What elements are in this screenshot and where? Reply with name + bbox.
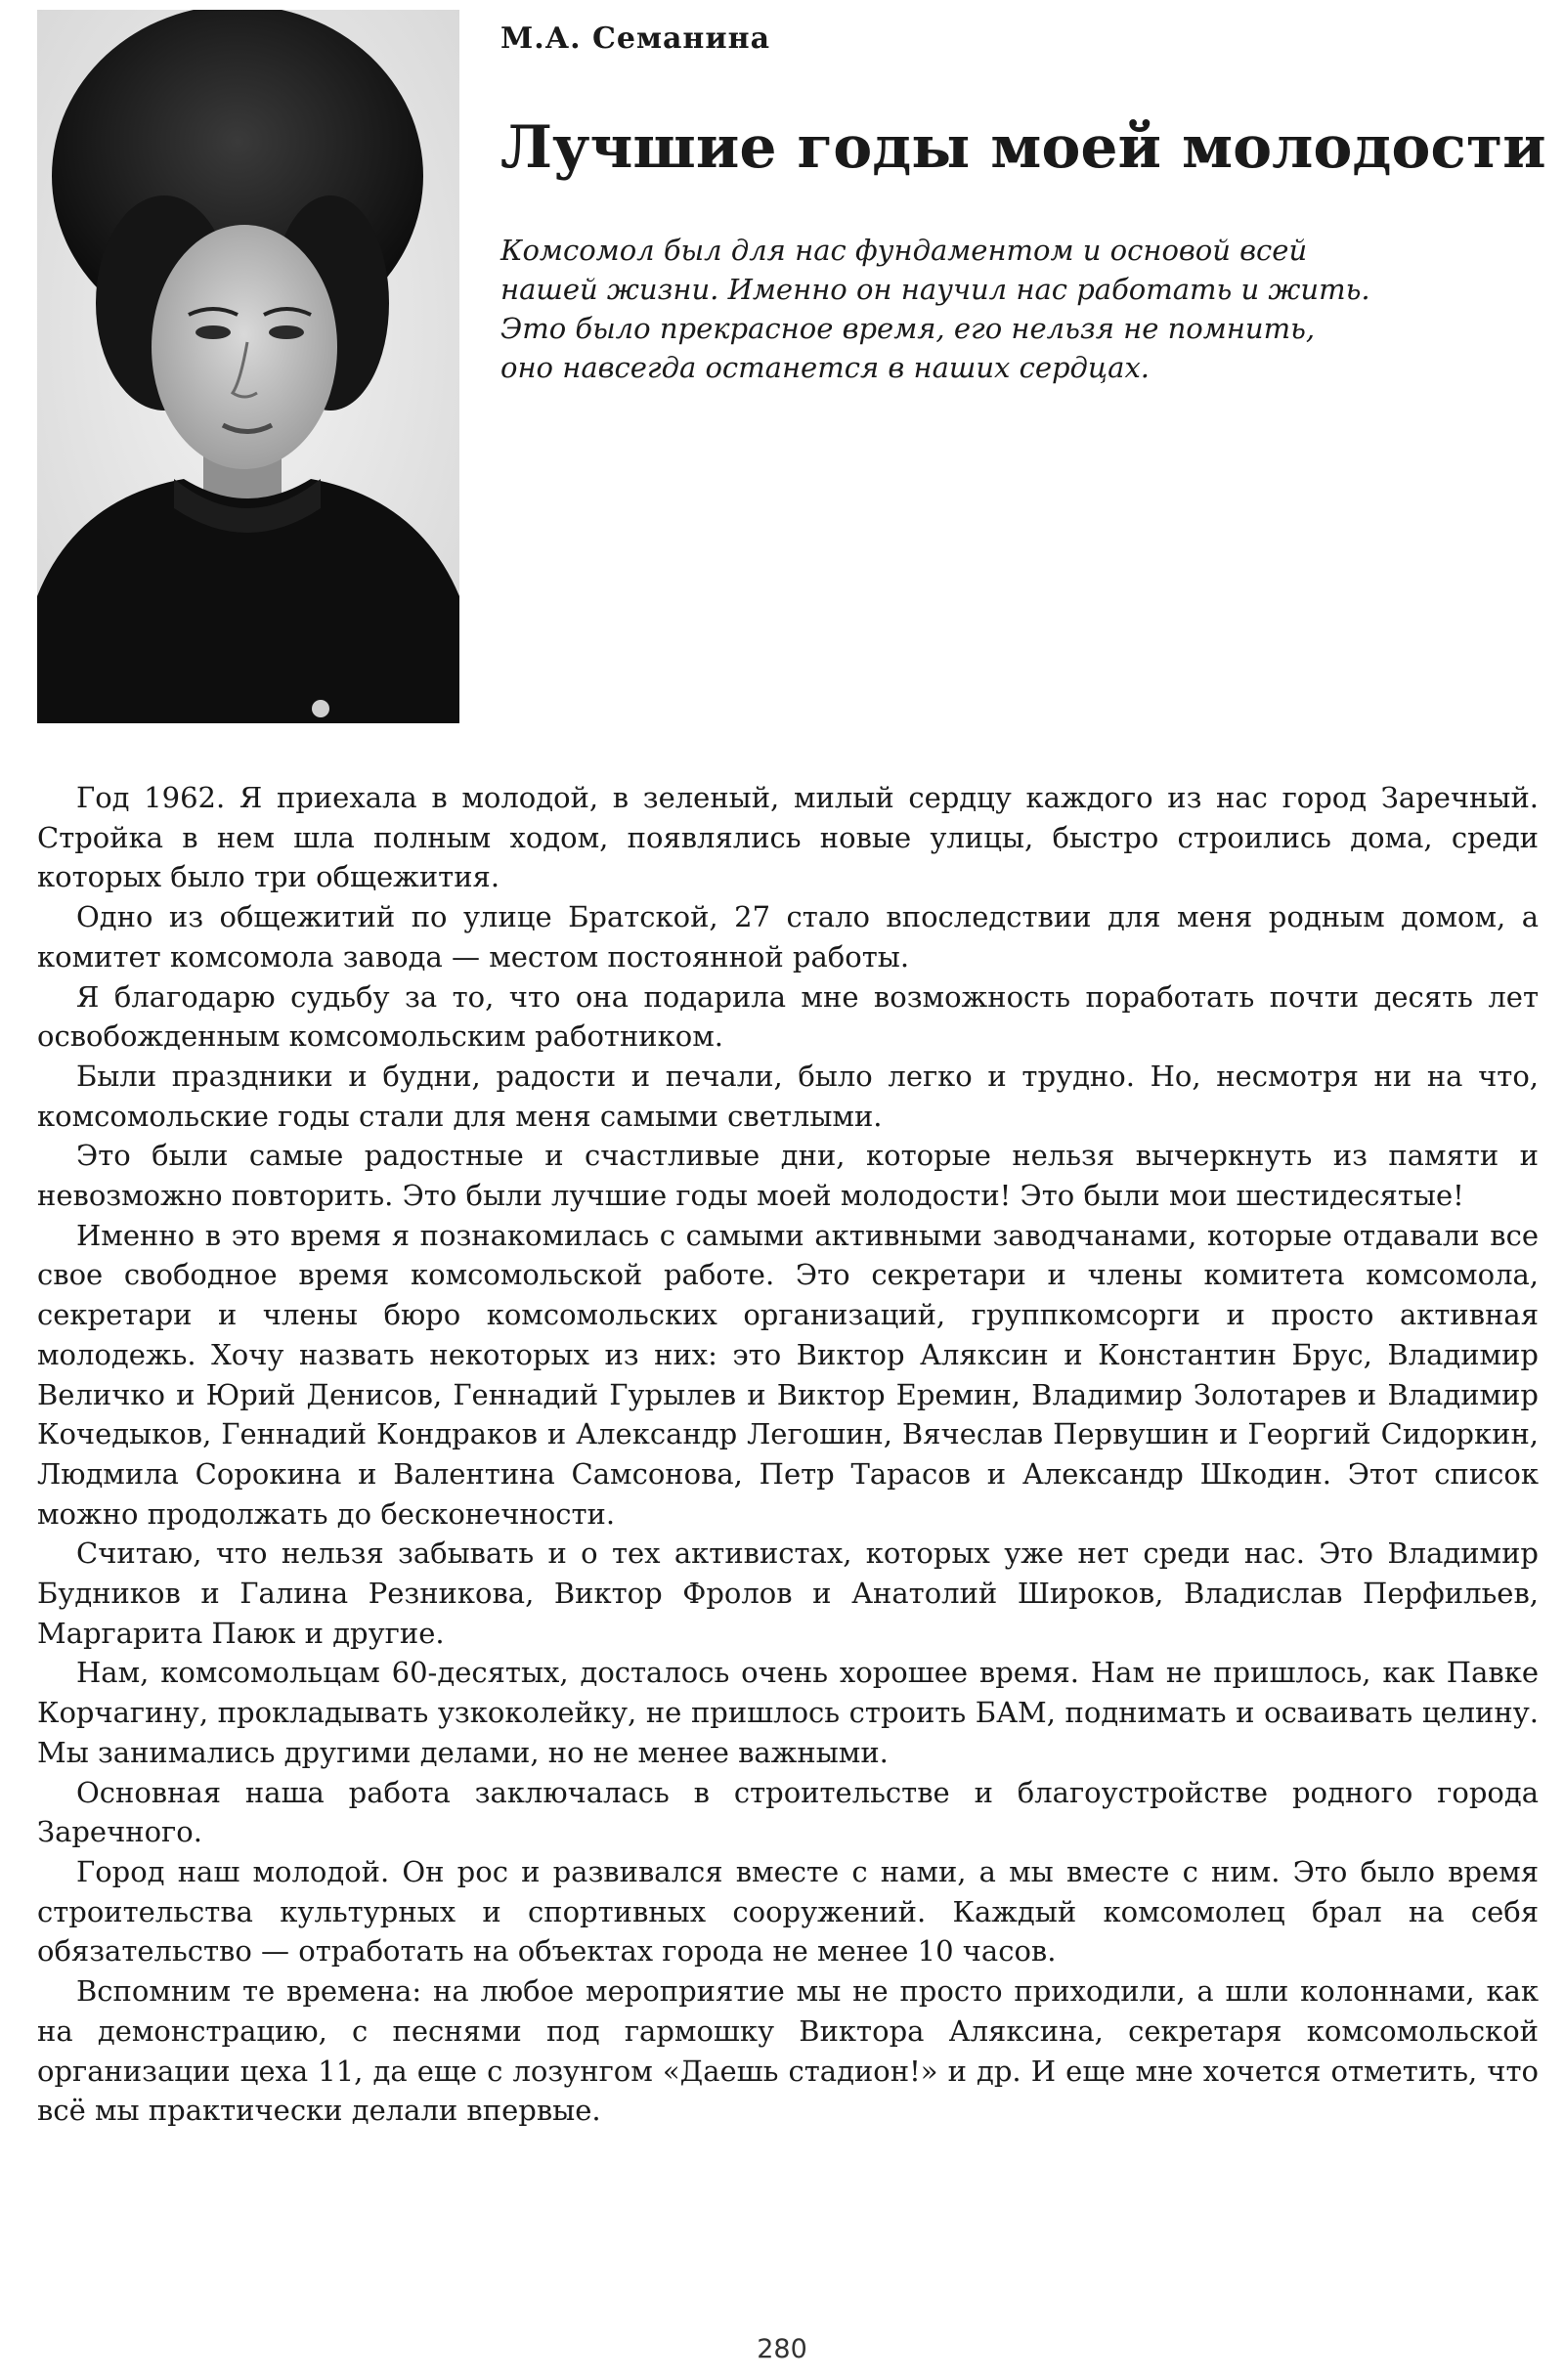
paragraph: Нам, комсомольцам 60-десятых, досталось очень хорошее время. Нам не пришлось, как Павке Корчагину, прокладывать узкоколейку, не пришлось строить БАМ, поднимать и осваивать целину. Мы занимались другими делами, но не менее важными. — [37, 1656, 1539, 1769]
paragraph: Считаю, что нельзя забывать и о тех активистах, которых уже нет среди нас. Это Владимир Будников и Галина Резникова, Виктор Фролов и Анатолий Широков, Владислав Перфильев, Маргарита Паюк и другие. — [37, 1536, 1539, 1650]
paragraph: Вспомним те времена: на любое мероприятие мы не просто приходили, а шли колоннами, как на демонстрацию, с песнями под гармошку Виктора Аляксина, секретаря комсомольской организации цеха 11, да еще с лозунгом «Даешь стадион!» и др. И еще мне хочется отметить, что всё мы практически делали впервые. — [37, 1974, 1539, 2128]
epigraph-line: Это было прекрасное время, его нельзя не помнить, — [500, 312, 1316, 345]
article-body — [37, 778, 1539, 2131]
author-name: М.А. Семанина — [500, 22, 771, 56]
paragraph: Именно в это время я познакомилась с самыми активными заводчанами, которые отдавали все свое свободное время комсомольской работе. Это секретари и члены комитета комсомола, секретари и члены бюро комсомольских организаций, группкомсорги и просто активная молодежь. Хочу назвать некоторых из них: это Виктор Аляксин и Константин Брус, Владимир Величко и Юрий Денисов, Геннадий Гурылев и Виктор Еремин, Владимир Золотарев и Владимир Кочедыков, Геннадий Кондраков и Александр Легошин, Вячеслав Первушин и Георгий Сидоркин, Людмила Сорокина и Валентина Самсонова, Петр Тарасов и Александр Шкодин. Этот список можно продолжать до бесконечности. — [37, 1218, 1539, 1531]
epigraph-line: Комсомол был для нас фундаментом и основой всей — [500, 234, 1308, 267]
epigraph-line: нашей жизни. Именно он научил нас работать и жить. — [500, 273, 1370, 306]
portrait-photo — [37, 10, 459, 723]
article-title: Лучшие годы моей молодости — [500, 113, 1546, 182]
epigraph — [500, 231, 1478, 387]
paragraph: Были праздники и будни, радости и печали, было легко и трудно. Но, несмотря ни на что, комсомольские годы стали для меня самыми светлыми. — [37, 1059, 1539, 1133]
paragraph: Основная наша работа заключалась в строительстве и благоустройстве родного города Заречного. — [37, 1775, 1539, 1849]
paragraph: Это были самые радостные и счастливые дни, которые нельзя вычеркнуть из памяти и невозможно повторить. Это были лучшие годы моей молодости! Это были мои шестидесятые! — [37, 1139, 1539, 1213]
paragraph: Одно из общежитий по улице Братской, 27 стало впоследствии для меня родным домом, а комитет комсомола завода — местом постоянной работы. — [37, 900, 1539, 974]
epigraph-line: оно навсегда останется в наших сердцах. — [500, 351, 1151, 384]
page-number: 280 — [757, 2334, 807, 2364]
portrait-illustration — [37, 10, 459, 723]
paragraph: Я благодарю судьбу за то, что она подарила мне возможность поработать почти десять лет освобожденным комсомольским работником. — [37, 979, 1539, 1054]
paragraph: Город наш молодой. Он рос и развивался вместе с нами, а мы вместе с ним. Это было время строительства культурных и спортивных сооружений. Каждый комсомолец брал на себя обязательство — отработать на объектах города не менее 10 часов. — [37, 1854, 1539, 1969]
paragraph: Год 1962. Я приехала в молодой, в зеленый, милый сердцу каждого из нас город Заречный. Стройка в нем шла полным ходом, появлялись новые улицы, быстро строились дома, среди которых было три общежития. — [37, 781, 1539, 894]
